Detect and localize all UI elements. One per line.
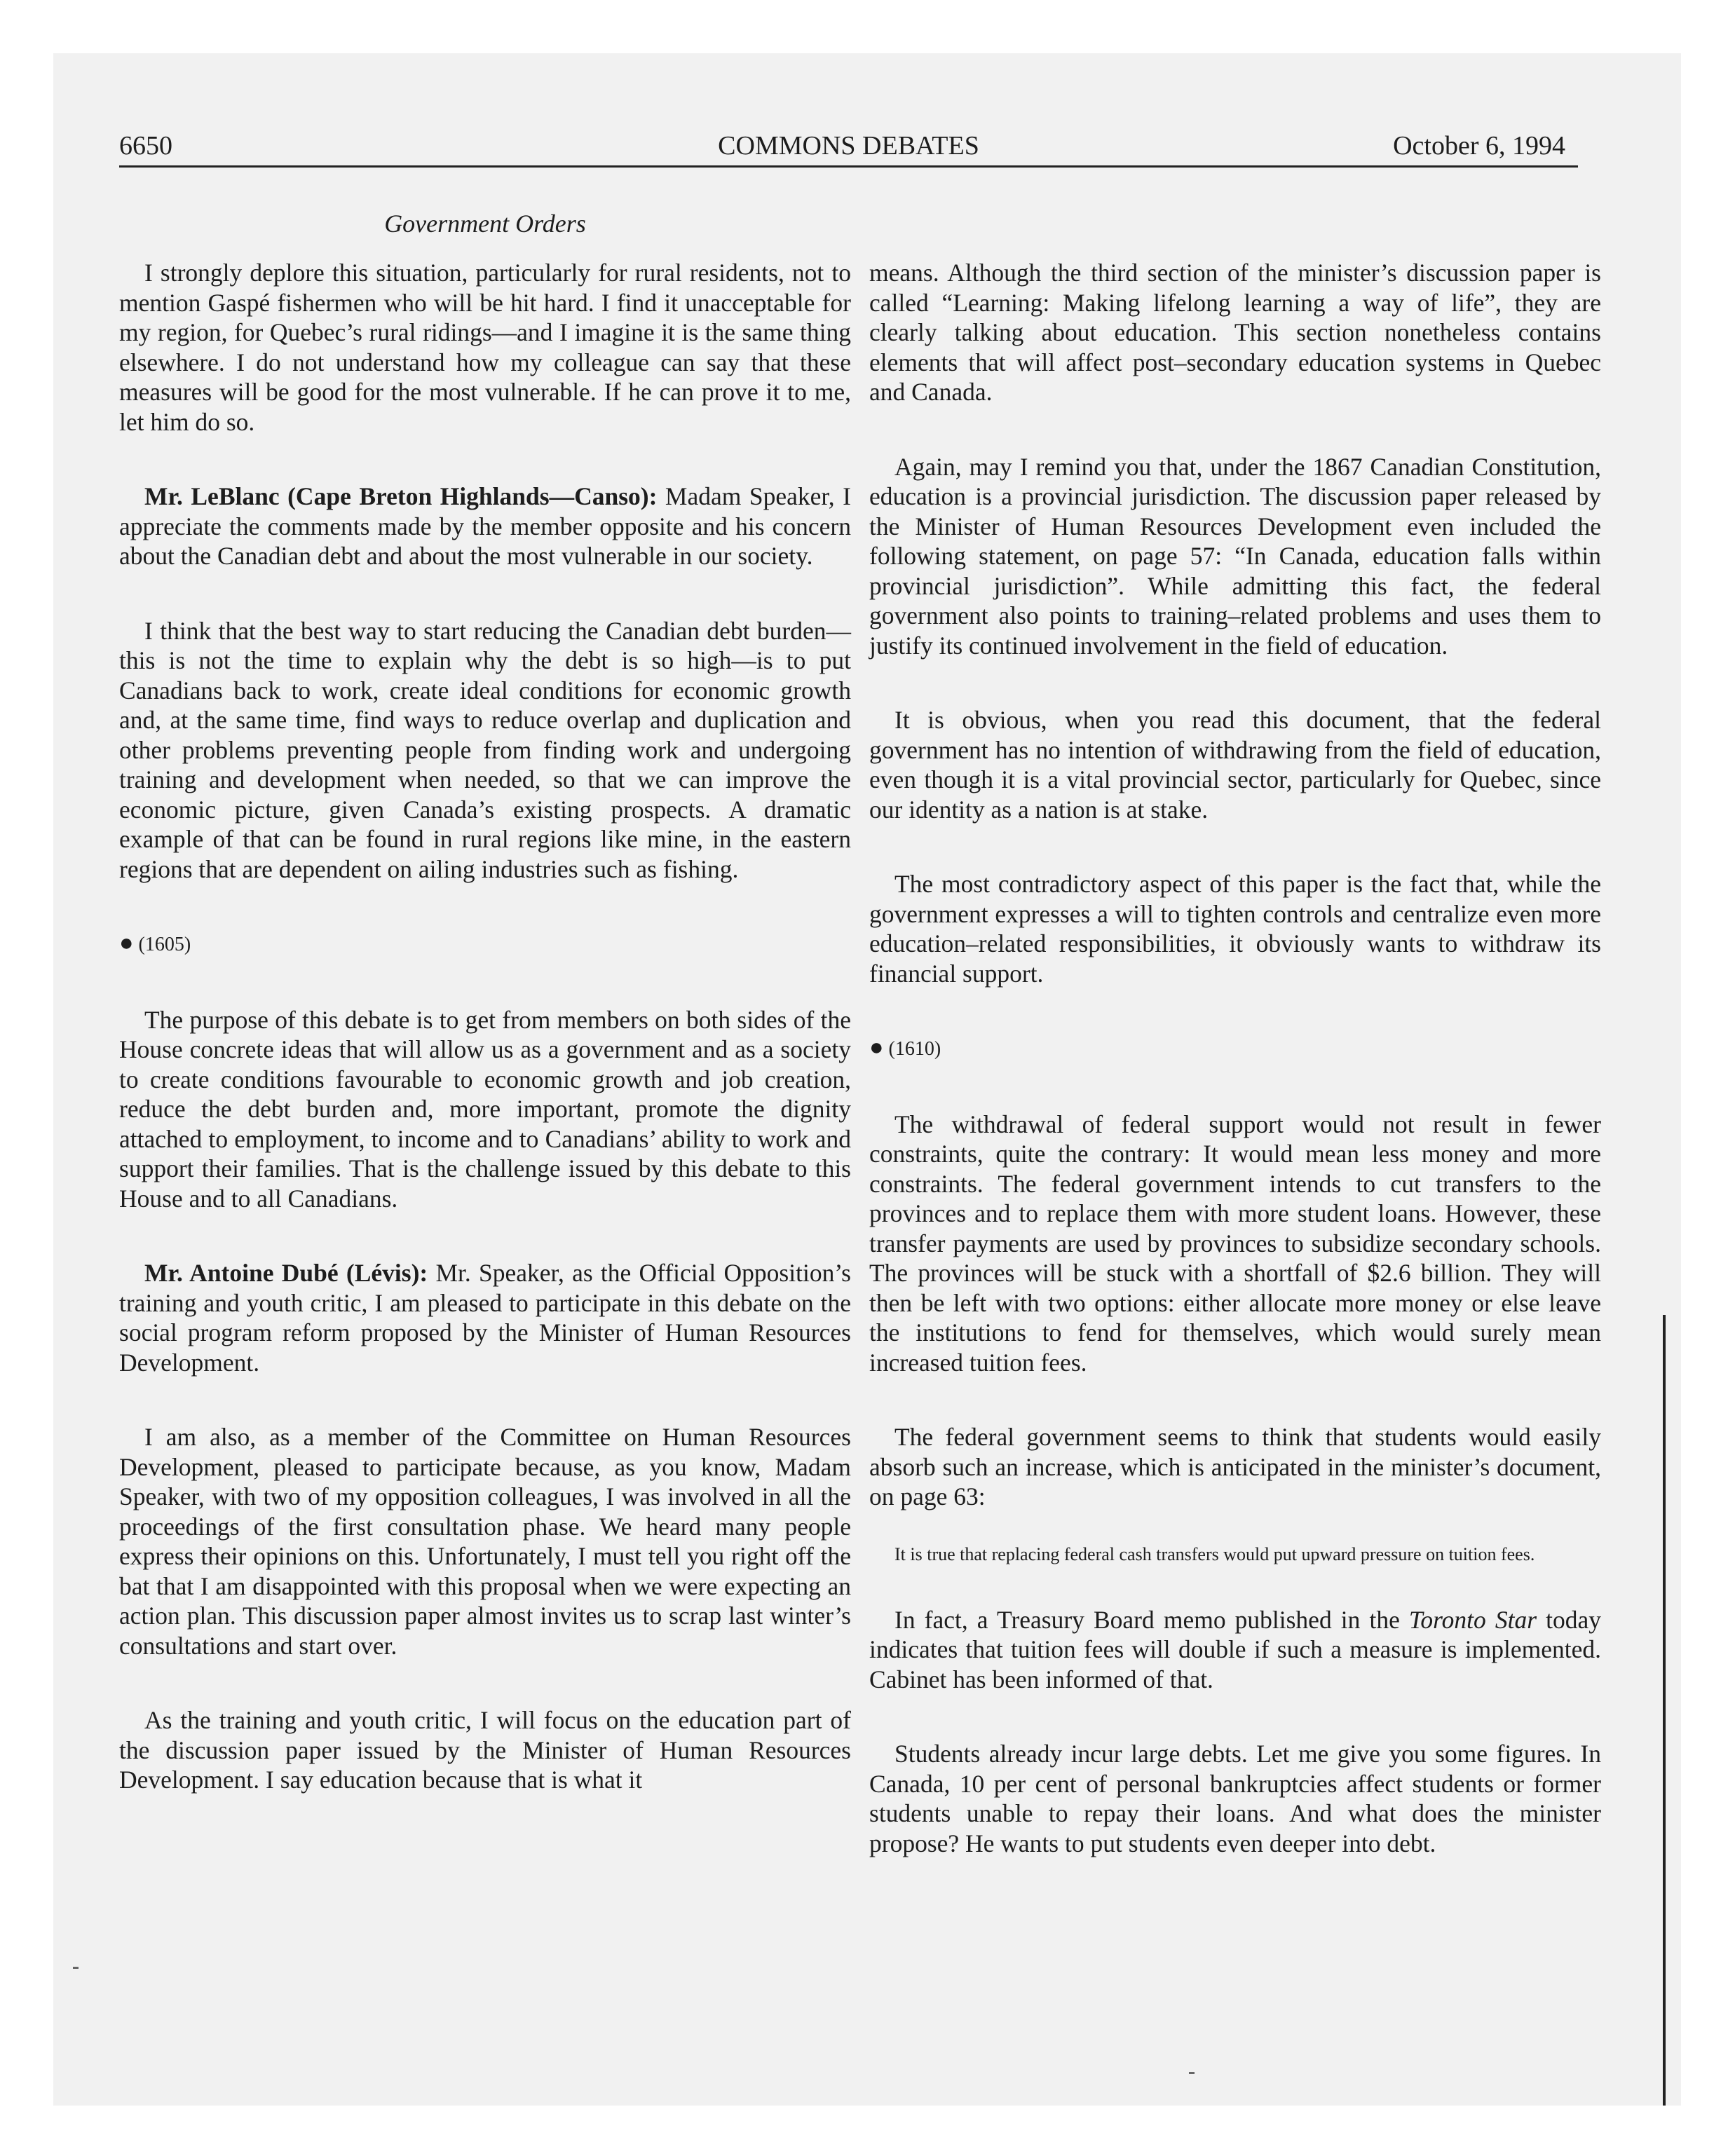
document-page <box>53 53 1681 2106</box>
paragraph: I strongly deplore this situation, particularly for rural residents, not to mention Gaspé fishermen who will be hit hard. I find it unacceptable for my region, for Quebec’s rural ridings—and I imagine it is the same thing elsewhere. I do not understand how my colleague can say that these measures will be good for the most vulnerable. If he can prove it to me, let him do so. <box>119 259 851 436</box>
paragraph: It is obvious, when you read this document, that the federal government has no intention of withdrawing from the field of education, even though it is a vital provincial sector, particularly for Quebec, since our identity as a nation is at stake. <box>869 706 1601 824</box>
paragraph: I think that the best way to start reducing the Canadian debt burden—this is not the time to explain why the debt is so high—is to put Canadians back to work, create ideal conditions for economic growth and, at the same time, find ways to reduce overlap and duplication and other problems preventing people from finding work and undergoing training and development when needed, so that we can improve the economic picture, given Canada’s existing prospects. A dramatic example of that can be found in rural regions like mine, in the eastern regions that are dependent on ailing industries such as fishing. <box>119 616 851 883</box>
bullet-icon: ● <box>119 930 134 956</box>
paragraph: means. Although the third section of the minister’s discussion paper is called “Learning: Making lifelong learning a way of life”, they are clearly talking about education. This section nonetheless contains elements that will affect post–secondary education systems in Quebec and Canada. <box>869 259 1601 406</box>
paragraph <box>119 1258 851 1377</box>
section-title: Government Orders <box>384 210 586 238</box>
paragraph: As the training and youth critic, I will focus on the education part of the discussion paper issued by the Minister of Human Resources Development. I say education because that is what it <box>119 1706 851 1794</box>
paragraph: Again, may I remind you that, under the 1867 Canadian Constitution, education is a provincial jurisdiction. The discussion paper released by the Minister of Human Resources Development even included the following statement, on page 57: “In Canada, education falls within provincial jurisdiction”. While admitting this fact, the federal government also points to training–related problems and uses them to justify its continued involvement in the field of education. <box>869 452 1601 660</box>
newspaper-title: Toronto Star <box>1408 1605 1537 1634</box>
left-column <box>119 258 851 1840</box>
speech-text: Madam Speaker, I appreciate the comments made by the member opposite and his concern about the Canadian debt and about the most vulnerable in our society. <box>119 482 851 570</box>
right-column <box>869 258 1601 1903</box>
time-marker-text: (1610) <box>888 1038 941 1060</box>
paragraph: The most contradictory aspect of this paper is the fact that, while the government expresses a will to tighten controls and centralize even more education–related responsibilities, it obviously wants to withdraw its financial support. <box>869 870 1601 988</box>
block-quote: It is true that replacing federal cash transfers would put upward pressure on tuition fees. <box>894 1543 1535 1564</box>
scan-speck <box>1189 2072 1195 2074</box>
page-number: 6650 <box>119 131 172 161</box>
paragraph: The federal government seems to think that students would easily absorb such an increase, which is anticipated in the minister’s document, on page 63: <box>869 1423 1601 1510</box>
time-marker-text: (1605) <box>138 934 191 955</box>
speaker-name: Mr. LeBlanc (Cape Breton Highlands—Canso): <box>144 482 658 510</box>
publication-title: COMMONS DEBATES <box>718 131 979 161</box>
scan-edge-line <box>1663 1315 1666 2106</box>
speech-text: Mr. Speaker, as the Official Opposition’s training and youth critic, I am pleased to participate in this debate on the social program reform proposed by the Minister of Human Resources Development. <box>119 1259 851 1377</box>
paragraph <box>869 1605 1601 1695</box>
time-marker <box>119 929 851 960</box>
speaker-name: Mr. Antoine Dubé (Lévis): <box>144 1259 428 1287</box>
paragraph: The purpose of this debate is to get from members on both sides of the House concrete ideas that will allow us as a government and as a society to create conditions favourable to economic growth and job creation, reduce the debt burden and, more important, promote the dignity attached to employment, to income and to Canadians’ ability to work and support their families. That is the challenge issued by this debate to this House and to all Canadians. <box>119 1005 851 1213</box>
paragraph: Students already incur large debts. Let me give you some figures. In Canada, 10 per cent of personal bankruptcies affect students or former students unable to repay their loans. And what does the minister propose? He wants to put students even deeper into debt. <box>869 1740 1601 1857</box>
scan-speck <box>73 1967 79 1969</box>
paragraph: The withdrawal of federal support would not result in fewer constraints, quite the contrary: It would mean less money and more constraints. The federal government intends to cut transfers to the provinces and to replace them with more student loans. However, these transfer payments are used by provinces to subsidize secondary schools. The provinces will be stuck with a shortfall of $2.6 billion. They will then be left with two options: either allocate more money or else leave the institutions to fend for themselves, which would surely mean increased tuition fees. <box>869 1110 1601 1377</box>
page-header <box>119 130 1578 168</box>
paragraph: I am also, as a member of the Committee on Human Resources Development, pleased to participate because, as you know, Madam Speaker, with two of my opposition colleagues, I was involved in all the proceedings of the first consultation phase. We heard many people express their opinions on this. Unfortunately, I must tell you right off the bat that I am disappointed with this proposal when we were expecting an action plan. This discussion paper almost invites us to scrap last winter’s consultations and start over. <box>119 1423 851 1660</box>
time-marker <box>869 1033 1601 1065</box>
paragraph-text: today indicates that tuition fees will double if such a measure is implemented. Cabinet has been informed of that. <box>869 1605 1601 1693</box>
paragraph-text: In fact, a Treasury Board memo published in the <box>894 1605 1409 1634</box>
paragraph <box>119 482 851 571</box>
publication-date: October 6, 1994 <box>1393 131 1565 161</box>
bullet-icon: ● <box>869 1035 884 1060</box>
